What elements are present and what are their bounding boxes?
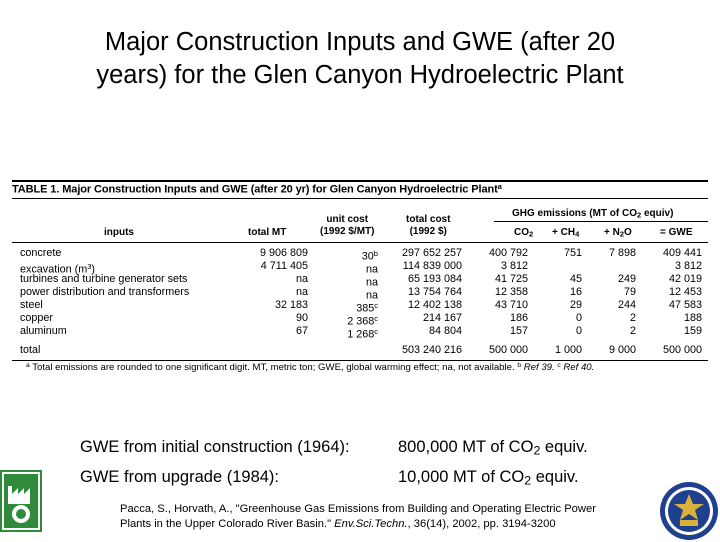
row-co2-cell: 186 [509,312,528,324]
ghg-group-rule [494,221,708,222]
row-total-cost-cell: 114 839 000 [402,260,462,272]
header-n2o: + $N_2O$ [604,227,632,239]
row-gwe-cell: 159 [683,325,702,337]
header-total-cost: total cost (1992 $) [406,214,451,237]
row-co2-cell: 43 710 [494,299,528,311]
total-row-label: total [20,344,41,356]
row-co2-cell: 400 792 [488,247,528,259]
row-total-mt-cell: na [295,286,308,298]
table-footnote: $^a$ Total emissions are rounded to one significant digit. MT, metric ton; GWE, global warming effect; na, not available. $^b$ Ref 39. $^c$ Ref 40. [26,362,595,374]
row-total-mt-cell: 67 [295,325,308,337]
row-n2o-cell: 249 [617,273,636,285]
footnote-rule [12,360,708,361]
row-total-cost-cell: 84 804 [428,325,462,337]
row-co2-cell: 12 358 [494,286,528,298]
header-total-mt: total MT [248,227,287,238]
row-n2o-cell: 2 [629,312,636,324]
total-row-gwe: 500 000 [662,344,702,356]
row-input-label: concrete [20,247,62,259]
slide-title-line-1: Major Construction Inputs and GWE (after 20 [104,28,616,56]
row-ch4-cell: 751 [563,247,582,259]
row-n2o-cell: 2 [629,325,636,337]
header-co2: $CO_2$ [514,227,534,239]
row-total-cost-cell: 65 193 084 [407,273,462,285]
construction-inputs-table [12,176,708,382]
initial-construction-statement [80,438,588,458]
row-co2-cell: 157 [509,325,528,337]
row-ch4-cell: 16 [569,286,582,298]
row-total-mt-cell: 90 [295,312,308,324]
row-gwe-cell: 3 812 [674,260,702,272]
row-co2-cell: 41 725 [494,273,528,285]
table-caption: TABLE 1. Major Construction Inputs and GWE (after 20 yr) for Glen Canyon Hydroelectric Plant$^a$ [12,182,502,196]
row-input-label: turbines and turbine generator sets [20,273,188,285]
row-input-label: power distribution and transformers [20,286,190,298]
row-gwe-cell: 42 019 [668,273,702,285]
row-total-mt-cell: na [295,273,308,285]
row-ch4-cell: 0 [575,325,582,337]
total-row-ch4: 1 000 [554,344,582,356]
row-total-mt-cell: 4 711 405 [260,260,308,272]
row-input-label: aluminum [20,325,67,337]
row-input-label: excavation $(m^3)$ [20,262,96,276]
row-total-mt-cell: 32 183 [274,299,308,311]
header-ghg-group: GHG emissions (MT of $CO_2$ equiv) [512,208,674,220]
row-n2o-cell: 7 898 [608,247,636,259]
row-co2-cell: 3 812 [500,260,528,272]
initial-construction-label: GWE from initial construction (1964): [80,438,350,456]
table-caption-rule [12,198,708,199]
citation-reference: Pacca, S., Horvath, A., "Greenhouse Gas Emissions from Building and Operating Electric Power Plants in the Upper Colorado River Basin." Env.Sci.Techn., 36(14), 2002, pp. 3194-3200 [120,503,596,530]
slide-title [20,26,700,92]
upgrade-statement [80,468,579,488]
upgrade-value: 10,000 MT of $CO_2$ equiv. [398,468,579,488]
row-total-cost-cell: 297 652 257 [401,247,462,259]
header-ch4: + $CH_4$ [552,227,580,239]
total-row-n2o: 9 000 [608,344,636,356]
row-input-label: copper [20,312,54,324]
row-total-cost-cell: 13 754 764 [407,286,462,298]
header-unit-cost: unit cost (1992 $/MT) [320,214,375,237]
table-top-rule [12,180,708,182]
slide-title-line-2: years) for the Glen Canyon Hydroelectric Plant [96,61,624,89]
row-gwe-cell: 12 453 [668,286,702,298]
green-factory-logo-icon [0,470,42,532]
total-row-co2: 500 000 [488,344,528,356]
row-total-mt-cell: 9 906 809 [259,247,308,259]
header-gwe: = GWE [660,227,693,238]
row-total-cost-cell: 12 402 138 [407,299,462,311]
row-ch4-cell: 45 [569,273,582,285]
row-unit-cost-cell: na [365,276,378,289]
row-unit-cost-cell: 1 268$^c$ [347,327,378,341]
total-row-total-cost: 503 240 216 [401,344,462,356]
header-bottom-rule [12,242,708,243]
row-unit-cost-cell: na [365,289,378,302]
initial-construction-value: 800,000 MT of $CO_2$ equiv. [398,438,588,458]
upgrade-label: GWE from upgrade (1984): [80,468,279,486]
row-unit-cost-cell: 385$^c$ [356,301,378,315]
row-unit-cost-cell: na [365,263,378,276]
row-input-label: steel [20,299,43,311]
row-gwe-cell: 409 441 [662,247,702,259]
row-total-cost-cell: 214 167 [422,312,462,324]
row-unit-cost-cell: 30$^b$ [361,249,378,263]
row-ch4-cell: 0 [575,312,582,324]
row-gwe-cell: 47 583 [668,299,702,311]
row-n2o-cell: 79 [623,286,636,298]
row-unit-cost-cell: 2 368$^c$ [347,314,378,328]
header-inputs: inputs [104,227,134,238]
row-n2o-cell: 244 [617,299,636,311]
university-seal-icon [658,480,720,542]
row-gwe-cell: 188 [683,312,702,324]
row-ch4-cell: 29 [569,299,582,311]
